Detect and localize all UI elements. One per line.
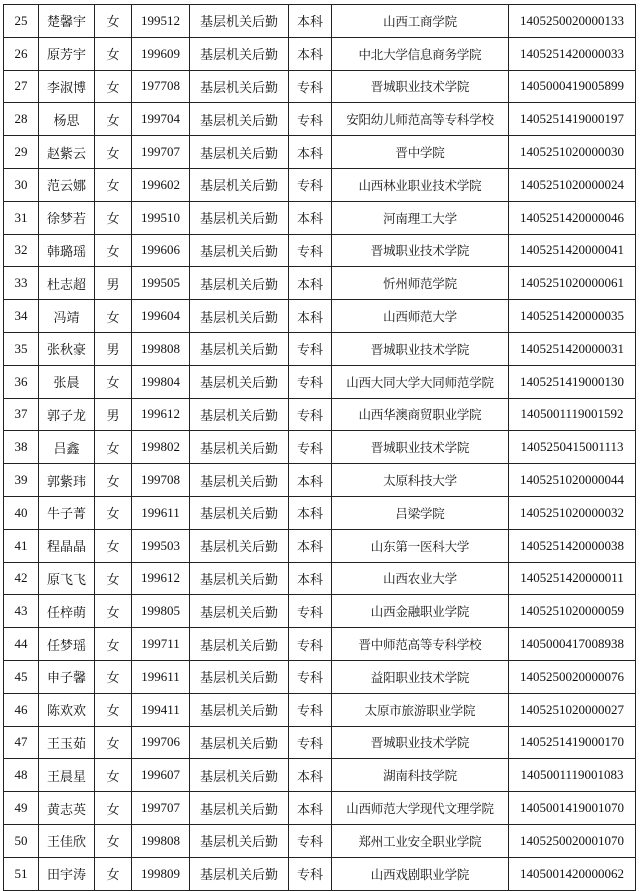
id-number-cell: 1405251020000027 xyxy=(509,693,636,726)
degree-cell: 本科 xyxy=(289,529,332,562)
name-cell: 赵紫云 xyxy=(39,136,95,169)
school-cell: 太原市旅游职业学院 xyxy=(332,693,509,726)
degree-cell: 本科 xyxy=(289,300,332,333)
gender-cell: 女 xyxy=(95,168,132,201)
table-row xyxy=(4,464,636,497)
school-cell: 郑州工业安全职业学院 xyxy=(332,824,509,857)
degree-cell: 专科 xyxy=(289,103,332,136)
name-cell: 牛子菁 xyxy=(39,496,95,529)
position-cell: 基层机关后勤 xyxy=(190,5,289,38)
id-number-cell: 1405251419000197 xyxy=(509,103,636,136)
birth-date-cell: 199711 xyxy=(132,628,190,661)
gender-cell: 女 xyxy=(95,5,132,38)
degree-cell: 专科 xyxy=(289,595,332,628)
degree-cell: 专科 xyxy=(289,693,332,726)
school-cell: 山西戏剧职业学院 xyxy=(332,857,509,890)
serial-number-cell: 39 xyxy=(4,464,39,497)
birth-date-cell: 199607 xyxy=(132,759,190,792)
gender-cell: 女 xyxy=(95,562,132,595)
gender-cell: 女 xyxy=(95,693,132,726)
id-number-cell: 1405251020000059 xyxy=(509,595,636,628)
name-cell: 王佳欣 xyxy=(39,824,95,857)
serial-number-cell: 47 xyxy=(4,726,39,759)
gender-cell: 女 xyxy=(95,70,132,103)
serial-number-cell: 28 xyxy=(4,103,39,136)
serial-number-cell: 33 xyxy=(4,267,39,300)
birth-date-cell: 199707 xyxy=(132,136,190,169)
table-row xyxy=(4,234,636,267)
school-cell: 山西师范大学现代文理学院 xyxy=(332,792,509,825)
degree-cell: 本科 xyxy=(289,37,332,70)
degree-cell: 专科 xyxy=(289,365,332,398)
table-row xyxy=(4,70,636,103)
position-cell: 基层机关后勤 xyxy=(190,529,289,562)
birth-date-cell: 199704 xyxy=(132,103,190,136)
gender-cell: 女 xyxy=(95,103,132,136)
birth-date-cell: 199602 xyxy=(132,168,190,201)
table-row xyxy=(4,857,636,890)
position-cell: 基层机关后勤 xyxy=(190,792,289,825)
birth-date-cell: 199708 xyxy=(132,464,190,497)
gender-cell: 女 xyxy=(95,496,132,529)
gender-cell: 女 xyxy=(95,759,132,792)
serial-number-cell: 44 xyxy=(4,628,39,661)
serial-number-cell: 50 xyxy=(4,824,39,857)
id-number-cell: 1405001119001083 xyxy=(509,759,636,792)
id-number-cell: 1405251020000044 xyxy=(509,464,636,497)
name-cell: 李淑博 xyxy=(39,70,95,103)
position-cell: 基层机关后勤 xyxy=(190,595,289,628)
table-row xyxy=(4,136,636,169)
birth-date-cell: 199707 xyxy=(132,792,190,825)
degree-cell: 本科 xyxy=(289,759,332,792)
serial-number-cell: 35 xyxy=(4,332,39,365)
degree-cell: 专科 xyxy=(289,726,332,759)
id-number-cell: 1405250020000076 xyxy=(509,660,636,693)
position-cell: 基层机关后勤 xyxy=(190,857,289,890)
school-cell: 晋城职业技术学院 xyxy=(332,234,509,267)
degree-cell: 专科 xyxy=(289,234,332,267)
serial-number-cell: 48 xyxy=(4,759,39,792)
id-number-cell: 1405001119001592 xyxy=(509,398,636,431)
school-cell: 晋城职业技术学院 xyxy=(332,431,509,464)
name-cell: 楚馨宇 xyxy=(39,5,95,38)
position-cell: 基层机关后勤 xyxy=(190,562,289,595)
name-cell: 范云娜 xyxy=(39,168,95,201)
gender-cell: 女 xyxy=(95,37,132,70)
id-number-cell: 1405251020000030 xyxy=(509,136,636,169)
serial-number-cell: 29 xyxy=(4,136,39,169)
table-row xyxy=(4,103,636,136)
position-cell: 基层机关后勤 xyxy=(190,726,289,759)
position-cell: 基层机关后勤 xyxy=(190,103,289,136)
table-body xyxy=(4,5,636,891)
name-cell: 任梦瑶 xyxy=(39,628,95,661)
table-row xyxy=(4,595,636,628)
degree-cell: 专科 xyxy=(289,660,332,693)
table-row xyxy=(4,332,636,365)
school-cell: 太原科技大学 xyxy=(332,464,509,497)
name-cell: 原飞飞 xyxy=(39,562,95,595)
id-number-cell: 1405250020000133 xyxy=(509,5,636,38)
gender-cell: 女 xyxy=(95,595,132,628)
position-cell: 基层机关后勤 xyxy=(190,332,289,365)
birth-date-cell: 199505 xyxy=(132,267,190,300)
position-cell: 基层机关后勤 xyxy=(190,234,289,267)
birth-date-cell: 199612 xyxy=(132,398,190,431)
table-row xyxy=(4,300,636,333)
name-cell: 田宇涛 xyxy=(39,857,95,890)
position-cell: 基层机关后勤 xyxy=(190,431,289,464)
gender-cell: 女 xyxy=(95,365,132,398)
gender-cell: 女 xyxy=(95,234,132,267)
id-number-cell: 1405251020000032 xyxy=(509,496,636,529)
school-cell: 晋城职业技术学院 xyxy=(332,332,509,365)
gender-cell: 男 xyxy=(95,332,132,365)
school-cell: 山西工商学院 xyxy=(332,5,509,38)
birth-date-cell: 199804 xyxy=(132,365,190,398)
school-cell: 河南理工大学 xyxy=(332,201,509,234)
table-row xyxy=(4,660,636,693)
id-number-cell: 1405251420000011 xyxy=(509,562,636,595)
serial-number-cell: 37 xyxy=(4,398,39,431)
degree-cell: 本科 xyxy=(289,267,332,300)
school-cell: 山西金融职业学院 xyxy=(332,595,509,628)
serial-number-cell: 25 xyxy=(4,5,39,38)
name-cell: 陈欢欢 xyxy=(39,693,95,726)
id-number-cell: 1405251419000130 xyxy=(509,365,636,398)
birth-date-cell: 199512 xyxy=(132,5,190,38)
id-number-cell: 1405001420000062 xyxy=(509,857,636,890)
name-cell: 任梓萌 xyxy=(39,595,95,628)
school-cell: 晋城职业技术学院 xyxy=(332,70,509,103)
position-cell: 基层机关后勤 xyxy=(190,660,289,693)
table-row xyxy=(4,562,636,595)
birth-date-cell: 199808 xyxy=(132,332,190,365)
id-number-cell: 1405251419000170 xyxy=(509,726,636,759)
birth-date-cell: 199808 xyxy=(132,824,190,857)
birth-date-cell: 199611 xyxy=(132,496,190,529)
name-cell: 徐梦若 xyxy=(39,201,95,234)
degree-cell: 专科 xyxy=(289,168,332,201)
table-row xyxy=(4,529,636,562)
name-cell: 郭子龙 xyxy=(39,398,95,431)
name-cell: 王晨星 xyxy=(39,759,95,792)
gender-cell: 女 xyxy=(95,529,132,562)
degree-cell: 专科 xyxy=(289,824,332,857)
gender-cell: 女 xyxy=(95,857,132,890)
degree-cell: 本科 xyxy=(289,464,332,497)
degree-cell: 专科 xyxy=(289,332,332,365)
serial-number-cell: 36 xyxy=(4,365,39,398)
school-cell: 山西林业职业技术学院 xyxy=(332,168,509,201)
school-cell: 益阳职业技术学院 xyxy=(332,660,509,693)
school-cell: 湖南科技学院 xyxy=(332,759,509,792)
table-row xyxy=(4,365,636,398)
degree-cell: 专科 xyxy=(289,628,332,661)
position-cell: 基层机关后勤 xyxy=(190,70,289,103)
table-row xyxy=(4,201,636,234)
serial-number-cell: 27 xyxy=(4,70,39,103)
birth-date-cell: 199706 xyxy=(132,726,190,759)
id-number-cell: 1405250020001070 xyxy=(509,824,636,857)
degree-cell: 本科 xyxy=(289,5,332,38)
serial-number-cell: 42 xyxy=(4,562,39,595)
position-cell: 基层机关后勤 xyxy=(190,464,289,497)
id-number-cell: 1405251020000061 xyxy=(509,267,636,300)
school-cell: 忻州师范学院 xyxy=(332,267,509,300)
name-cell: 杜志超 xyxy=(39,267,95,300)
birth-date-cell: 199802 xyxy=(132,431,190,464)
serial-number-cell: 31 xyxy=(4,201,39,234)
name-cell: 吕鑫 xyxy=(39,431,95,464)
table-row xyxy=(4,496,636,529)
degree-cell: 专科 xyxy=(289,857,332,890)
candidate-table xyxy=(3,4,636,891)
gender-cell: 男 xyxy=(95,267,132,300)
serial-number-cell: 26 xyxy=(4,37,39,70)
id-number-cell: 1405251420000038 xyxy=(509,529,636,562)
table-row xyxy=(4,5,636,38)
degree-cell: 本科 xyxy=(289,496,332,529)
gender-cell: 女 xyxy=(95,660,132,693)
serial-number-cell: 45 xyxy=(4,660,39,693)
birth-date-cell: 199611 xyxy=(132,660,190,693)
name-cell: 郭紫玮 xyxy=(39,464,95,497)
table-row xyxy=(4,37,636,70)
gender-cell: 女 xyxy=(95,726,132,759)
position-cell: 基层机关后勤 xyxy=(190,267,289,300)
serial-number-cell: 43 xyxy=(4,595,39,628)
name-cell: 程晶晶 xyxy=(39,529,95,562)
position-cell: 基层机关后勤 xyxy=(190,693,289,726)
table-row xyxy=(4,168,636,201)
birth-date-cell: 199411 xyxy=(132,693,190,726)
school-cell: 山西华澳商贸职业学院 xyxy=(332,398,509,431)
school-cell: 中北大学信息商务学院 xyxy=(332,37,509,70)
position-cell: 基层机关后勤 xyxy=(190,628,289,661)
name-cell: 申子馨 xyxy=(39,660,95,693)
degree-cell: 专科 xyxy=(289,431,332,464)
name-cell: 张晨 xyxy=(39,365,95,398)
id-number-cell: 1405250415001113 xyxy=(509,431,636,464)
degree-cell: 本科 xyxy=(289,136,332,169)
serial-number-cell: 34 xyxy=(4,300,39,333)
table-row xyxy=(4,267,636,300)
id-number-cell: 1405251420000033 xyxy=(509,37,636,70)
position-cell: 基层机关后勤 xyxy=(190,37,289,70)
birth-date-cell: 199503 xyxy=(132,529,190,562)
position-cell: 基层机关后勤 xyxy=(190,365,289,398)
school-cell: 山东第一医科大学 xyxy=(332,529,509,562)
gender-cell: 女 xyxy=(95,300,132,333)
name-cell: 张秋豪 xyxy=(39,332,95,365)
position-cell: 基层机关后勤 xyxy=(190,398,289,431)
name-cell: 冯靖 xyxy=(39,300,95,333)
position-cell: 基层机关后勤 xyxy=(190,496,289,529)
birth-date-cell: 199606 xyxy=(132,234,190,267)
id-number-cell: 1405251420000035 xyxy=(509,300,636,333)
degree-cell: 本科 xyxy=(289,201,332,234)
name-cell: 韩璐瑶 xyxy=(39,234,95,267)
gender-cell: 男 xyxy=(95,398,132,431)
birth-date-cell: 199510 xyxy=(132,201,190,234)
degree-cell: 本科 xyxy=(289,792,332,825)
degree-cell: 专科 xyxy=(289,70,332,103)
id-number-cell: 1405251420000041 xyxy=(509,234,636,267)
school-cell: 吕梁学院 xyxy=(332,496,509,529)
gender-cell: 女 xyxy=(95,464,132,497)
birth-date-cell: 197708 xyxy=(132,70,190,103)
serial-number-cell: 46 xyxy=(4,693,39,726)
gender-cell: 女 xyxy=(95,628,132,661)
position-cell: 基层机关后勤 xyxy=(190,759,289,792)
gender-cell: 女 xyxy=(95,792,132,825)
serial-number-cell: 38 xyxy=(4,431,39,464)
id-number-cell: 1405251420000046 xyxy=(509,201,636,234)
school-cell: 晋城职业技术学院 xyxy=(332,726,509,759)
school-cell: 晋中学院 xyxy=(332,136,509,169)
serial-number-cell: 40 xyxy=(4,496,39,529)
name-cell: 黄志英 xyxy=(39,792,95,825)
gender-cell: 女 xyxy=(95,431,132,464)
school-cell: 山西师范大学 xyxy=(332,300,509,333)
serial-number-cell: 51 xyxy=(4,857,39,890)
serial-number-cell: 30 xyxy=(4,168,39,201)
name-cell: 杨思 xyxy=(39,103,95,136)
table-row xyxy=(4,431,636,464)
gender-cell: 女 xyxy=(95,136,132,169)
position-cell: 基层机关后勤 xyxy=(190,824,289,857)
id-number-cell: 1405251420000031 xyxy=(509,332,636,365)
name-cell: 王玉茹 xyxy=(39,726,95,759)
birth-date-cell: 199612 xyxy=(132,562,190,595)
id-number-cell: 1405001419001070 xyxy=(509,792,636,825)
table-row xyxy=(4,726,636,759)
position-cell: 基层机关后勤 xyxy=(190,201,289,234)
document-page xyxy=(3,4,636,891)
table-row xyxy=(4,693,636,726)
birth-date-cell: 199609 xyxy=(132,37,190,70)
serial-number-cell: 41 xyxy=(4,529,39,562)
id-number-cell: 1405251020000024 xyxy=(509,168,636,201)
id-number-cell: 1405000417008938 xyxy=(509,628,636,661)
birth-date-cell: 199809 xyxy=(132,857,190,890)
school-cell: 晋中师范高等专科学校 xyxy=(332,628,509,661)
position-cell: 基层机关后勤 xyxy=(190,136,289,169)
table-row xyxy=(4,398,636,431)
school-cell: 安阳幼儿师范高等专科学校 xyxy=(332,103,509,136)
table-row xyxy=(4,628,636,661)
id-number-cell: 1405000419005899 xyxy=(509,70,636,103)
school-cell: 山西大同大学大同师范学院 xyxy=(332,365,509,398)
table-row xyxy=(4,792,636,825)
serial-number-cell: 49 xyxy=(4,792,39,825)
table-row xyxy=(4,759,636,792)
table-row xyxy=(4,824,636,857)
school-cell: 山西农业大学 xyxy=(332,562,509,595)
position-cell: 基层机关后勤 xyxy=(190,168,289,201)
gender-cell: 女 xyxy=(95,824,132,857)
position-cell: 基层机关后勤 xyxy=(190,300,289,333)
degree-cell: 本科 xyxy=(289,562,332,595)
birth-date-cell: 199805 xyxy=(132,595,190,628)
degree-cell: 专科 xyxy=(289,398,332,431)
gender-cell: 女 xyxy=(95,201,132,234)
name-cell: 原芳宇 xyxy=(39,37,95,70)
serial-number-cell: 32 xyxy=(4,234,39,267)
birth-date-cell: 199604 xyxy=(132,300,190,333)
